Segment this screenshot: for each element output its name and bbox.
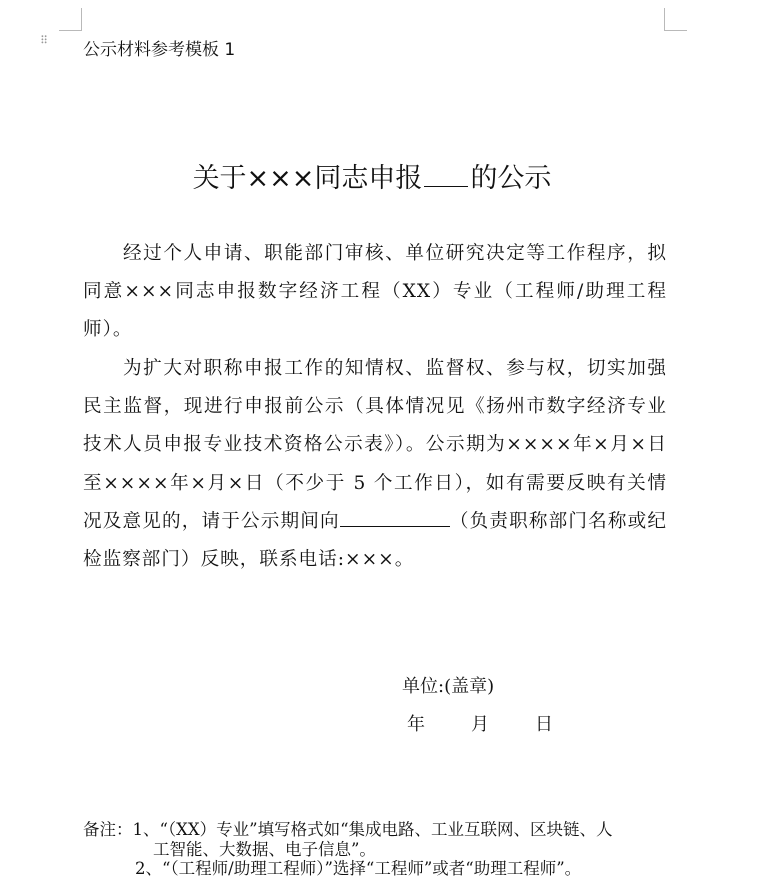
drag-handle-icon[interactable]: ⠿ [40, 34, 50, 47]
document-title [0, 156, 744, 195]
date-year: 年 [407, 714, 425, 735]
paragraph-2-tail: （负责职称部门名称或纪检监察部门）反映，联系电话:×××。 [83, 510, 667, 571]
paragraph-2-text: 为扩大对职称申报工作的知情权、监督权、参与权，切实加强民主监督，现进行申报前公示（具体情况见《扬州市数字经济专业技术人员申报专业技术资格公示表》）。公示期为××××年×月×日至××××年×月×日（不少于 5 个工作日），如有需要反映有关情况及意见的，请于公示期间向 [83, 358, 667, 532]
signature-unit: 单位:(盖章) [402, 676, 495, 697]
date-day: 日 [535, 714, 553, 735]
paragraph-1: 经过个人申请、职能部门审核、单位研究决定等工作程序，拟同意×××同志申报数字经济工程（XX）专业（工程师/助理工程师）。 [83, 243, 667, 341]
title-prefix: 关于×××同志申报 [192, 163, 423, 194]
template-header-label: 公示材料参考模板 1 [83, 40, 236, 60]
department-blank-line [340, 508, 450, 527]
note-1-continuation: 工智能、大数据、电子信息”。 [153, 840, 376, 859]
note-1 [83, 820, 673, 860]
signature-date [407, 710, 599, 736]
title-blank-line [424, 164, 468, 187]
title-suffix: 的公示 [470, 163, 552, 194]
date-month: 月 [471, 714, 489, 735]
paragraph-2 [83, 350, 667, 579]
page-corner-mark-left [59, 8, 82, 31]
page-corner-mark-right [664, 8, 687, 31]
note-2: 2、“（工程师/助理工程师）”选择“工程师”或者“助理工程师”。 [135, 859, 582, 878]
note-1-first-line: 备注：1、“（XX）专业”填写格式如“集成电路、工业互联网、区块链、人 [83, 820, 613, 839]
